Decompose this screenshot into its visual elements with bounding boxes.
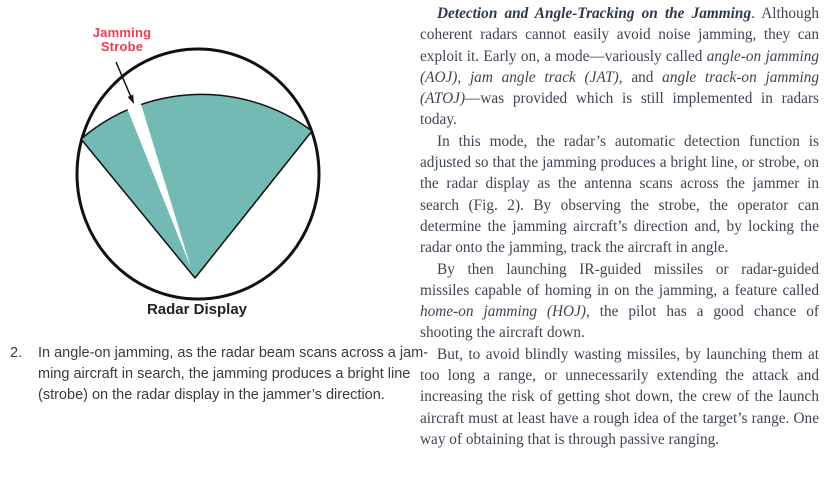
paragraph-detection-angle-tracking: Detection and Angle-Tracking on the Jamming. Although coherent radars cannot easily avoid noise jamming, they can exploit it. Early on, a mode—variously called angle-on jamming (AOJ), jam angle track (JAT), and angle track-on jamming (ATOJ)—was provided which is still implemented in radars today. xyxy=(420,5,819,129)
paragraph-passive-ranging: But, to avoid blindly wasting missiles, by launching them at too long a range, or unnecessarily extending the attack and increasing the risk of getting shot down, the crew of the launch aircraft must at least have a rough idea of the target’s range. One way of obtaining that is through passive ranging. xyxy=(420,345,819,448)
antenna-scan-fan xyxy=(81,94,312,278)
figure-caption-number: 2. xyxy=(10,345,23,361)
jamming-strobe-label-line2: Strobe xyxy=(100,39,144,54)
figure-caption-text xyxy=(38,343,428,406)
jamming-strobe-label-line1: Jamming xyxy=(92,25,152,40)
paragraph-home-on-jamming: By then launching IR-guided missiles or radar-guided missiles capable of homing in on the jamming, a feature called home-on jamming (HOJ), the pilot has a good chance of shooting the aircraft down. xyxy=(420,260,819,342)
figure-caption xyxy=(10,343,428,406)
figure-caption-line: ming aircraft in search, the jamming produces a bright line xyxy=(38,366,411,382)
radar-display-diagram xyxy=(0,0,415,340)
body-text-column xyxy=(420,3,819,450)
figure-caption-line: (strobe) on the radar display in the jammer’s direction. xyxy=(38,387,385,403)
radar-display-label: Radar Display xyxy=(146,301,248,318)
jamming-strobe-label xyxy=(82,26,162,54)
pointer-arrow-head xyxy=(128,95,134,104)
paragraph-strobe-mode: In this mode, the radar’s automatic detection function is adjusted so that the jamming produces a bright line, or strobe, on the radar display as the antenna scans across the jammer in search (Fig. 2). By observing the strobe, the operator can determine the jamming aircraft’s direction and, by locking the radar onto the jamming, track the aircraft in angle. xyxy=(420,132,819,257)
figure-caption-line: In angle-on jamming, as the radar beam scans across a jam- xyxy=(38,345,429,361)
